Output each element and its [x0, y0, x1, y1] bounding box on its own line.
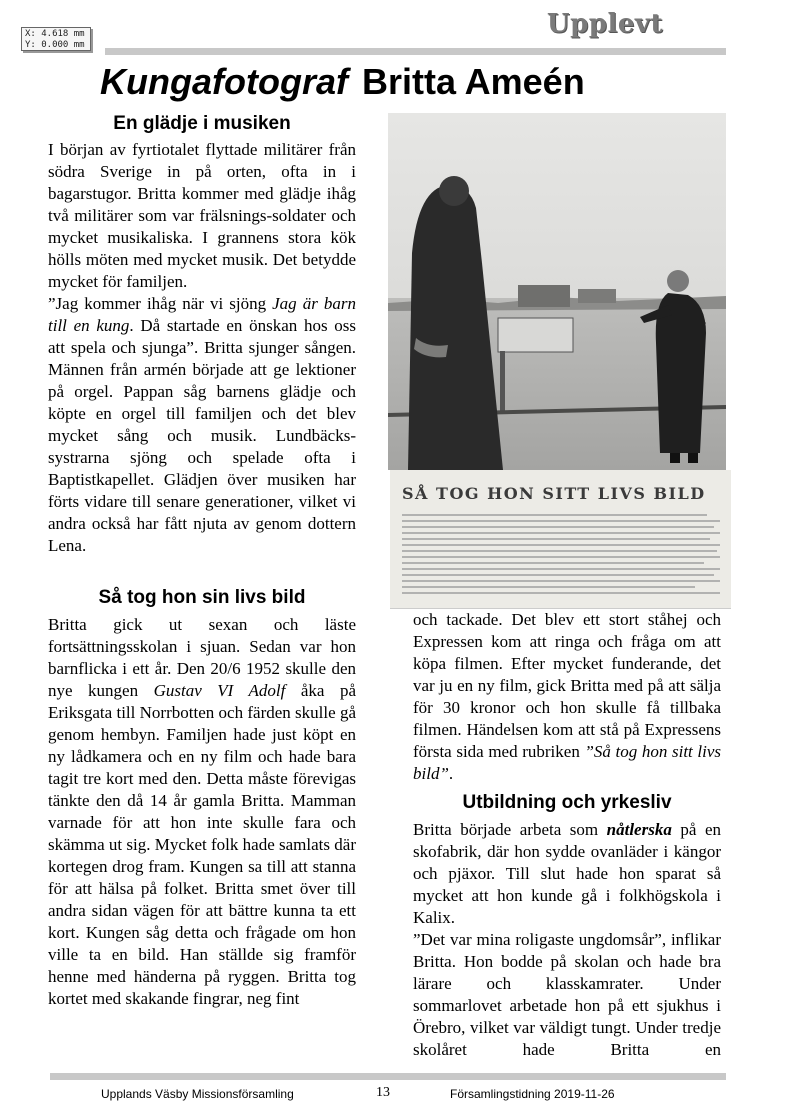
clipping-text-lines: [402, 514, 720, 598]
top-rule: [105, 48, 726, 55]
text-line: [402, 568, 720, 570]
text-line: [402, 514, 707, 516]
article-musik: [48, 139, 356, 557]
paragraph: I början av fyrtiotalet flyttade militärer från södra Sverige in på orten, ofta in i bagarstugor. Britta kommer med glädje ihåg två militärer som var frälsnings-soldater och mycket musikaliska. I grannens stora kök hölls möten med mycket musik. Det betydde mycket för familjen.: [48, 140, 356, 291]
text-line: [402, 586, 695, 588]
text-line: [402, 526, 714, 528]
text-line: [402, 574, 714, 576]
king-photo: [388, 113, 726, 470]
coordinate-readout: [21, 27, 91, 51]
text-line: [402, 532, 720, 534]
article-bild-continued: [413, 609, 721, 785]
paragraph: ”Det var mina roligaste ungdomsår”, inflikar Britta. Hon bodde på skolan och hade bra lärare och klasskamrater. Under sommarlovet arbetade hon på ett sjukhus i Örebro, vilket var väldigt tungt. Under tredje skolåret hade Britta en: [413, 930, 721, 1059]
coord-x: X: 4.618 mm: [25, 29, 85, 39]
photo-image: [388, 113, 726, 470]
paragraph: och tackade. Det blev ett stort ståhej och Expressen kom att ringa och fråga om att köpa filmen. Efter mycket funderande, det var ju en ny film, gick Britta med på att sälja för 30 kronor och hon skulle få tillbaka filmen. Händelsen kom att stå på Expressens första sida med rubriken ”Så tog hon sitt livs bild”.: [413, 610, 721, 783]
paragraph: Britta började arbeta som nåtlerska på en skofabrik, där hon sydde ovanläder i kängor och pjäxor. Till slut hade hon sparat så mycket att hon kunde gå i folkhögskola i Kalix.: [413, 820, 721, 927]
title-italic: Kungafotograf: [100, 61, 348, 102]
text-line: [402, 562, 704, 564]
text-line: [402, 520, 720, 522]
text-line: [402, 538, 710, 540]
footer-organization: Upplands Väsby Missionsförsamling: [101, 1087, 294, 1101]
title-name: Britta Ameén: [361, 61, 585, 102]
text-line: [402, 592, 720, 594]
section-tag: Upplevt: [546, 9, 663, 39]
paragraph: ”Jag kommer ihåg när vi sjöng Jag är barn till en kung. Då startade en önskan hos oss att spela och sjunga”. Britta sjunger sången. Männen från armén började att ge lektioner på orgel. Pappan såg barnens glädje och köpte en orgel till familjen och det blev mycket sång och musik. Lundbäcks-systrarna sjöng och spelade ofta i Baptistkapellet. Glädjen över musiken har förts vidare till senare generationer, vilket vi andra också har fått njuta av genom dottern Lena.: [48, 294, 356, 555]
text-line: [402, 580, 720, 582]
paragraph: Britta gick ut sexan och läste fortsättningsskolan i sjuan. Sedan var hon barnflicka i ett år. Den 20/6 1952 skulle den nye kungen Gustav VI Adolf åka på Eriksgata till Norrbotten och färden skulle gå genom hembyn. Familjen hade just köpt en ny lådkamera och en ny film och hade bara tagit tre kort med den. Detta måste förevigas tänkte den då 14 år gamla Britta. Mamman varnade för att hon inte skulle fara och skämma ut sig. Mycket folk hade samlats där kortegen drog fram. Kungen sa till att stanna för att hälsa på folket. Britta smet över till andra sidan vägen för att bättre kunna ta ett kort. Kungen såg detta och frågade om hon ville ta en bild. Han ställde sig framför henne med händerna på ryggen. Britta tog kortet med skakande fingrar, neg fint: [48, 615, 357, 1008]
clipping-headline: SÅ TOG HON SITT LIVS BILD: [402, 484, 706, 503]
coord-y: Y: 0.000 mm: [25, 40, 85, 50]
text-line: [402, 550, 717, 552]
heading-musik: En glädje i musiken: [113, 113, 291, 134]
page-number: 13: [376, 1085, 390, 1100]
text-line: [402, 544, 720, 546]
article-utbildning: [413, 819, 721, 1061]
heading-utbildning: Utbildning och yrkesliv: [462, 792, 672, 813]
article-bild: [48, 614, 356, 1010]
text-line: [402, 556, 720, 558]
bottom-rule: [50, 1073, 726, 1080]
newspaper-clipping: [390, 470, 731, 609]
heading-bild: Så tog hon sin livs bild: [98, 587, 306, 608]
footer-publication: Församlingstidning 2019-11-26: [450, 1087, 615, 1101]
page-title: [100, 58, 720, 106]
